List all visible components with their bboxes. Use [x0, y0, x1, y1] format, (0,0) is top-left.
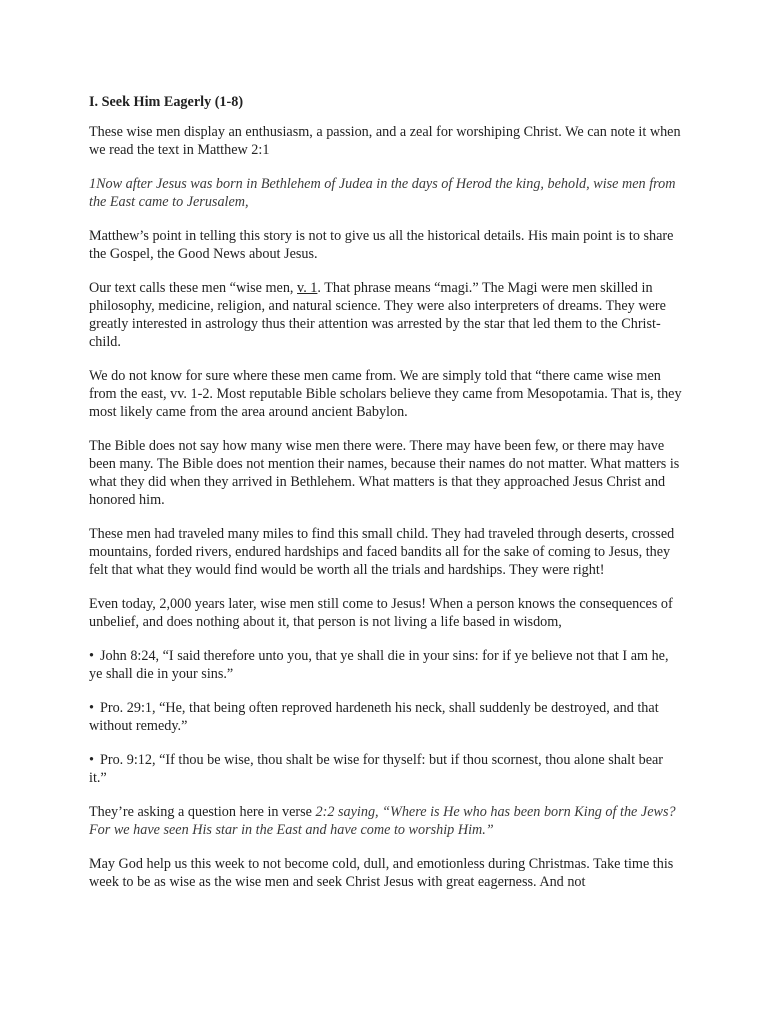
- scripture-quote-matthew-2-1: 1Now after Jesus was born in Bethlehem of Judea in the days of Herod the king, behold, wise men from the East came to Jerusalem,: [89, 176, 676, 210]
- paragraph-magi: [89, 279, 683, 351]
- paragraph-question-text: They’re asking a question here in verse: [89, 804, 316, 820]
- bullet-text: Pro. 9:12, “If thou be wise, thou shalt be wise for thyself: but if thou scornest, thou alone shalt bear it.”: [89, 752, 664, 786]
- bullet-item-pro-9-12: [89, 751, 683, 787]
- bullet-icon: •: [89, 752, 94, 768]
- paragraph-origin: We do not know for sure where these men came from. We are simply told that “there came wise men from the east, vv. 1-2. Most reputable Bible scholars believe they came from Mesopotamia. That is, they most likely came from the area around ancient Babylon.: [89, 368, 682, 420]
- paragraph-even-today: Even today, 2,000 years later, wise men still come to Jesus! When a person knows the consequences of unbelief, and does nothing about it, that person is not living a life based in wisdom,: [89, 596, 673, 630]
- bullet-text: John 8:24, “I said therefore unto you, that ye shall die in your sins: for if ye believe not that I am he, ye shall die in your sins.”: [89, 648, 669, 682]
- bullet-item-john-8-24: [89, 647, 683, 683]
- paragraph-intro: These wise men display an enthusiasm, a passion, and a zeal for worshiping Christ. We can note it when we read the text in Matthew 2:1: [89, 124, 681, 158]
- paragraph-how-many: The Bible does not say how many wise men there were. There may have been few, or there may have been many. The Bible does not mention their names, because their names do not matter. What matters is what they did when they arrived in Bethlehem. What matters is that they approached Jesus Christ and honored him.: [89, 438, 680, 508]
- bullet-icon: •: [89, 700, 94, 716]
- document-page: [89, 93, 683, 891]
- section-heading: I. Seek Him Eagerly (1-8): [89, 94, 244, 110]
- paragraph-question: [89, 803, 683, 839]
- bullet-item-pro-29-1: [89, 699, 683, 735]
- scripture-quote-matthew-2-2: 2:2 saying, “Where is He who has been born King of the Jews? For we have seen His star in the East and have come to worship Him.”: [89, 804, 676, 838]
- bullet-icon: •: [89, 648, 94, 664]
- paragraph-journey: These men had traveled many miles to find this small child. They had traveled through deserts, crossed mountains, forded rivers, endured hardships and faced bandits all for the sake of coming to Jesus, they felt that what they would find would be worth all the trials and hardships. They were right!: [89, 526, 675, 578]
- paragraph-magi-text-after: . That phrase means “magi.” The Magi were men skilled in philosophy, medicine, religion, and natural science. They were also interpreters of dreams. They were greatly interested in astrology thus their attention was arrested by the star that led them to the Christ-child.: [89, 280, 666, 350]
- verse-reference-v1: v. 1: [297, 280, 318, 296]
- paragraph-closing: May God help us this week to not become cold, dull, and emotionless during Christmas. Take time this week to be as wise as the wise men and seek Christ Jesus with great eagerness. And not: [89, 856, 674, 890]
- paragraph-magi-text-before: Our text calls these men “wise men,: [89, 280, 298, 296]
- bullet-text: Pro. 29:1, “He, that being often reproved hardeneth his neck, shall suddenly be destroyed, and that without remedy.”: [89, 700, 659, 734]
- paragraph-matthews-point: Matthew’s point in telling this story is not to give us all the historical details. His main point is to share the Gospel, the Good News about Jesus.: [89, 228, 674, 262]
